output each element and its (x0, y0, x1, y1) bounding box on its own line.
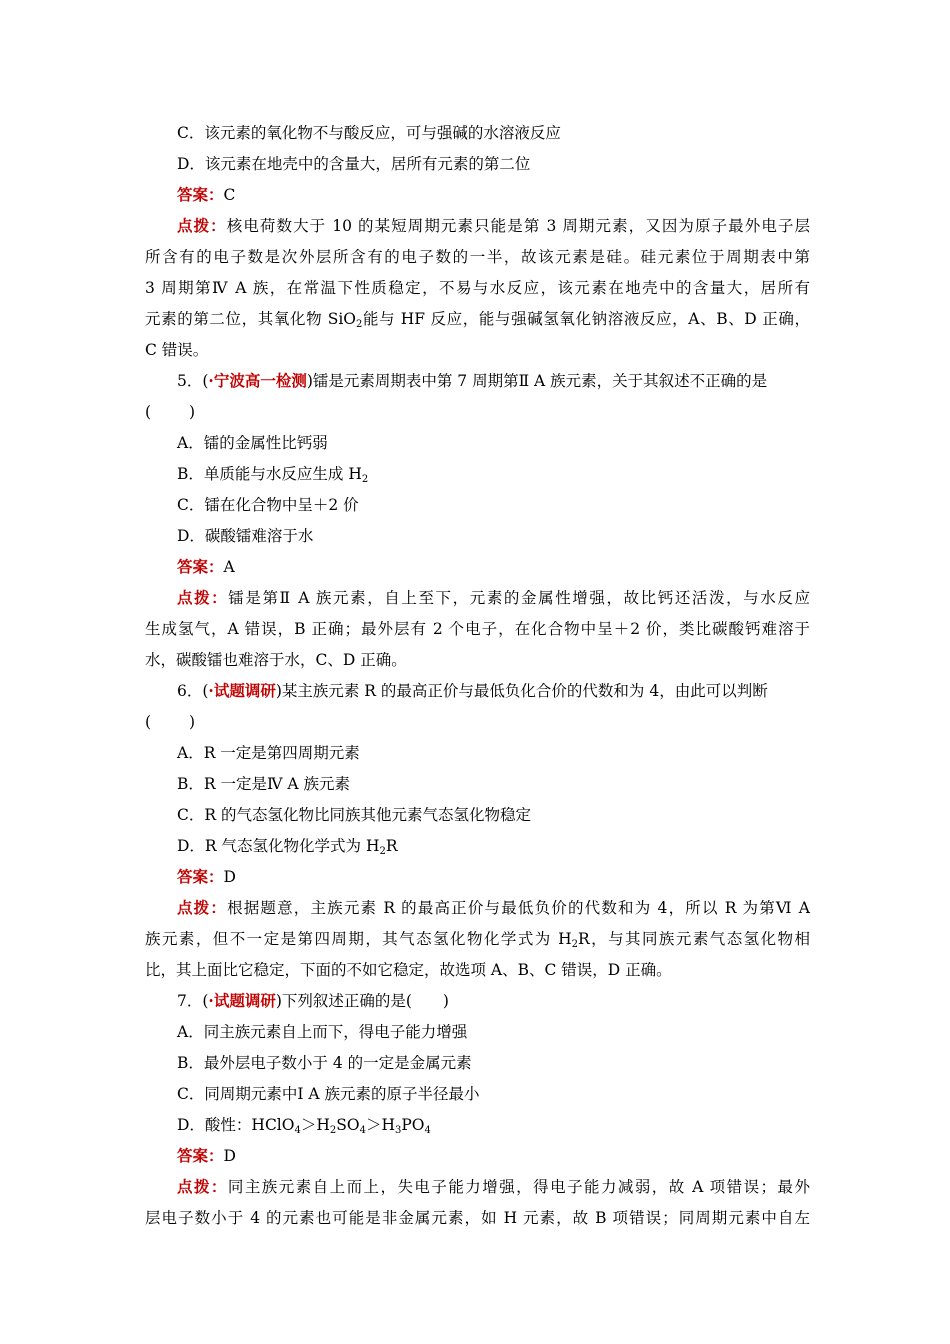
q4-explanation-line-1 (177, 211, 810, 241)
subscript: 2 (361, 474, 369, 485)
subscript: 4 (359, 1125, 366, 1136)
q5-explanation-line-1 (177, 583, 810, 613)
q5-option-b (177, 459, 810, 489)
q4-answer (177, 180, 810, 210)
q5-explanation-line-3: 水，碳酸镭也难溶于水，C、D 正确。 (145, 651, 407, 669)
q6-option-a: A．R 一定是第四周期元素 (177, 744, 360, 762)
explanation-text: 根据题意，主族元素 R 的最高正价与最低负价的代数和为 4，所以 R 为第Ⅵ A (227, 899, 810, 917)
question-number: 5．( (177, 372, 209, 390)
q6-explanation-line-2 (145, 924, 810, 954)
q7-option-d (177, 1110, 810, 1140)
q6-answer-blank (145, 707, 810, 737)
question-number: 6．( (177, 682, 209, 700)
answer-label: 答案： (177, 867, 224, 886)
subscript: 2 (379, 846, 386, 857)
q4-explanation-line-5: C 错误。 (145, 341, 209, 359)
q6-answer (177, 862, 810, 892)
q5-stem (177, 366, 810, 396)
subscript: 3 (395, 1125, 402, 1136)
q4-explanation-line-3: 3 周期第Ⅳ A 族，在常温下性质稳定，不易与水反应，该元素在地壳中的含量大，居所有 (145, 279, 810, 297)
q6-stem (177, 676, 810, 706)
q7-option-a: A．同主族元素自上而下，得电子能力增强 (177, 1023, 468, 1041)
subscript: 2 (356, 319, 363, 330)
q5-option-a: A．镭的金属性比钙弱 (177, 434, 328, 452)
q5-explanation-line-2: 生成氢气，A 错误，B 正确；最外层有 2 个电子，在化合物中呈＋2 价，类比碳酸钙难溶于 (145, 620, 810, 638)
explanation-text: 核电荷数大于 10 的某短周期元素只能是第 3 周期元素，又因为原子最外电子层 (226, 217, 810, 235)
q4-explanation-line-4 (145, 304, 810, 334)
question-source: ·试题调研 (208, 991, 276, 1010)
option-text: D．酸性：HClO (177, 1116, 295, 1134)
blank-close: ) (189, 713, 196, 731)
answer-label: 答案： (177, 1146, 224, 1165)
option-text: R (385, 837, 398, 855)
option-text: PO (401, 1116, 425, 1134)
answer-value: D (223, 1147, 236, 1165)
option-text: B．单质能与水反应生成 H (177, 465, 362, 483)
q4-option-c: C．该元素的氧化物不与酸反应，可与强碱的水溶液反应 (177, 124, 561, 142)
q7-explanation-line-2: 层电子数小于 4 的元素也可能是非金属元素，如 H 元素，故 B 项错误；同周期元素中自左 (145, 1209, 810, 1227)
blank-close: ) (189, 403, 196, 421)
q6-explanation-line-3: 比，其上面比它稳定，下面的不如它稳定，故选项 A、B、C 错误，D 正确。 (145, 961, 672, 979)
explanation-label: 点拨： (177, 588, 229, 607)
explanation-text: 同主族元素自上而上，失电子能力增强，得电子能力减弱，故 A 项错误；最外 (227, 1178, 810, 1196)
q6-option-d (177, 831, 810, 861)
q5-answer (177, 552, 810, 582)
q4-explanation-line-2: 所含有的电子数是次外层所含有的电子数的一半，故该元素是硅。硅元素位于周期表中第 (145, 248, 810, 266)
question-source: ·试题调研 (208, 681, 276, 700)
q4-option-d: D．该元素在地壳中的含量大，居所有元素的第二位 (177, 155, 531, 173)
option-text: SO (336, 1116, 360, 1134)
q6-option-c: C．R 的气态氢化物比同族其他元素气态氢化物稳定 (177, 806, 531, 824)
q5-option-d: D．碳酸镭难溶于水 (177, 527, 314, 545)
question-stem: )某主族元素 R 的最高正价与最低负化合价的代数和为 4，由此可以判断 (275, 682, 768, 700)
subscript: 4 (294, 1125, 301, 1136)
subscript: 2 (571, 939, 579, 950)
explanation-text: 族元素，但不一定是第四周期，其气态氢化物化学式为 H (145, 930, 572, 948)
explanation-text: 能与 HF 反应，能与强碱氢氧化钠溶液反应，A、B、D 正确， (362, 310, 810, 328)
answer-value: D (223, 868, 236, 886)
explanation-text: R，与其同族元素气态氢化物相 (578, 930, 811, 948)
question-stem: )镭是元素周期表中第 7 周期第Ⅱ A 族元素，关于其叙述不正确的是 (306, 372, 768, 390)
q7-option-c: C．同周期元素中Ⅰ A 族元素的原子半径最小 (177, 1085, 480, 1103)
answer-value: C (223, 186, 236, 204)
q5-option-c: C．镭在化合物中呈＋2 价 (177, 496, 359, 514)
option-text: ＞H (365, 1116, 395, 1134)
blank-open: ( (145, 713, 152, 731)
question-stem: )下列叙述正确的是( ) (275, 992, 449, 1010)
q7-stem (177, 986, 810, 1016)
q7-option-b: B．最外层电子数小于 4 的一定是金属元素 (177, 1054, 472, 1072)
explanation-text: 镭是第Ⅱ A 族元素，自上至下，元素的金属性增强，故比钙还活泼，与水反应 (228, 589, 810, 607)
explanation-label: 点拨： (177, 216, 227, 235)
answer-value: A (223, 558, 235, 576)
blank-open: ( (145, 403, 152, 421)
subscript: 4 (424, 1125, 431, 1136)
option-text: ＞H (300, 1116, 330, 1134)
explanation-label: 点拨： (177, 898, 228, 917)
q6-option-b: B．R 一定是Ⅳ A 族元素 (177, 775, 351, 793)
answer-label: 答案： (177, 557, 224, 576)
explanation-label: 点拨： (177, 1177, 228, 1196)
subscript: 2 (329, 1125, 337, 1136)
question-number: 7．( (177, 992, 209, 1010)
q6-explanation-line-1 (177, 893, 810, 923)
q5-answer-blank (145, 397, 810, 427)
answer-label: 答案： (177, 185, 224, 204)
q7-explanation-line-1 (177, 1172, 810, 1202)
option-text: D．R 气态氢化物化学式为 H (177, 837, 380, 855)
q7-answer (177, 1141, 810, 1171)
question-source: ·宁波高一检测 (208, 371, 307, 390)
explanation-text: 元素的第二位，其氧化物 SiO (145, 310, 357, 328)
